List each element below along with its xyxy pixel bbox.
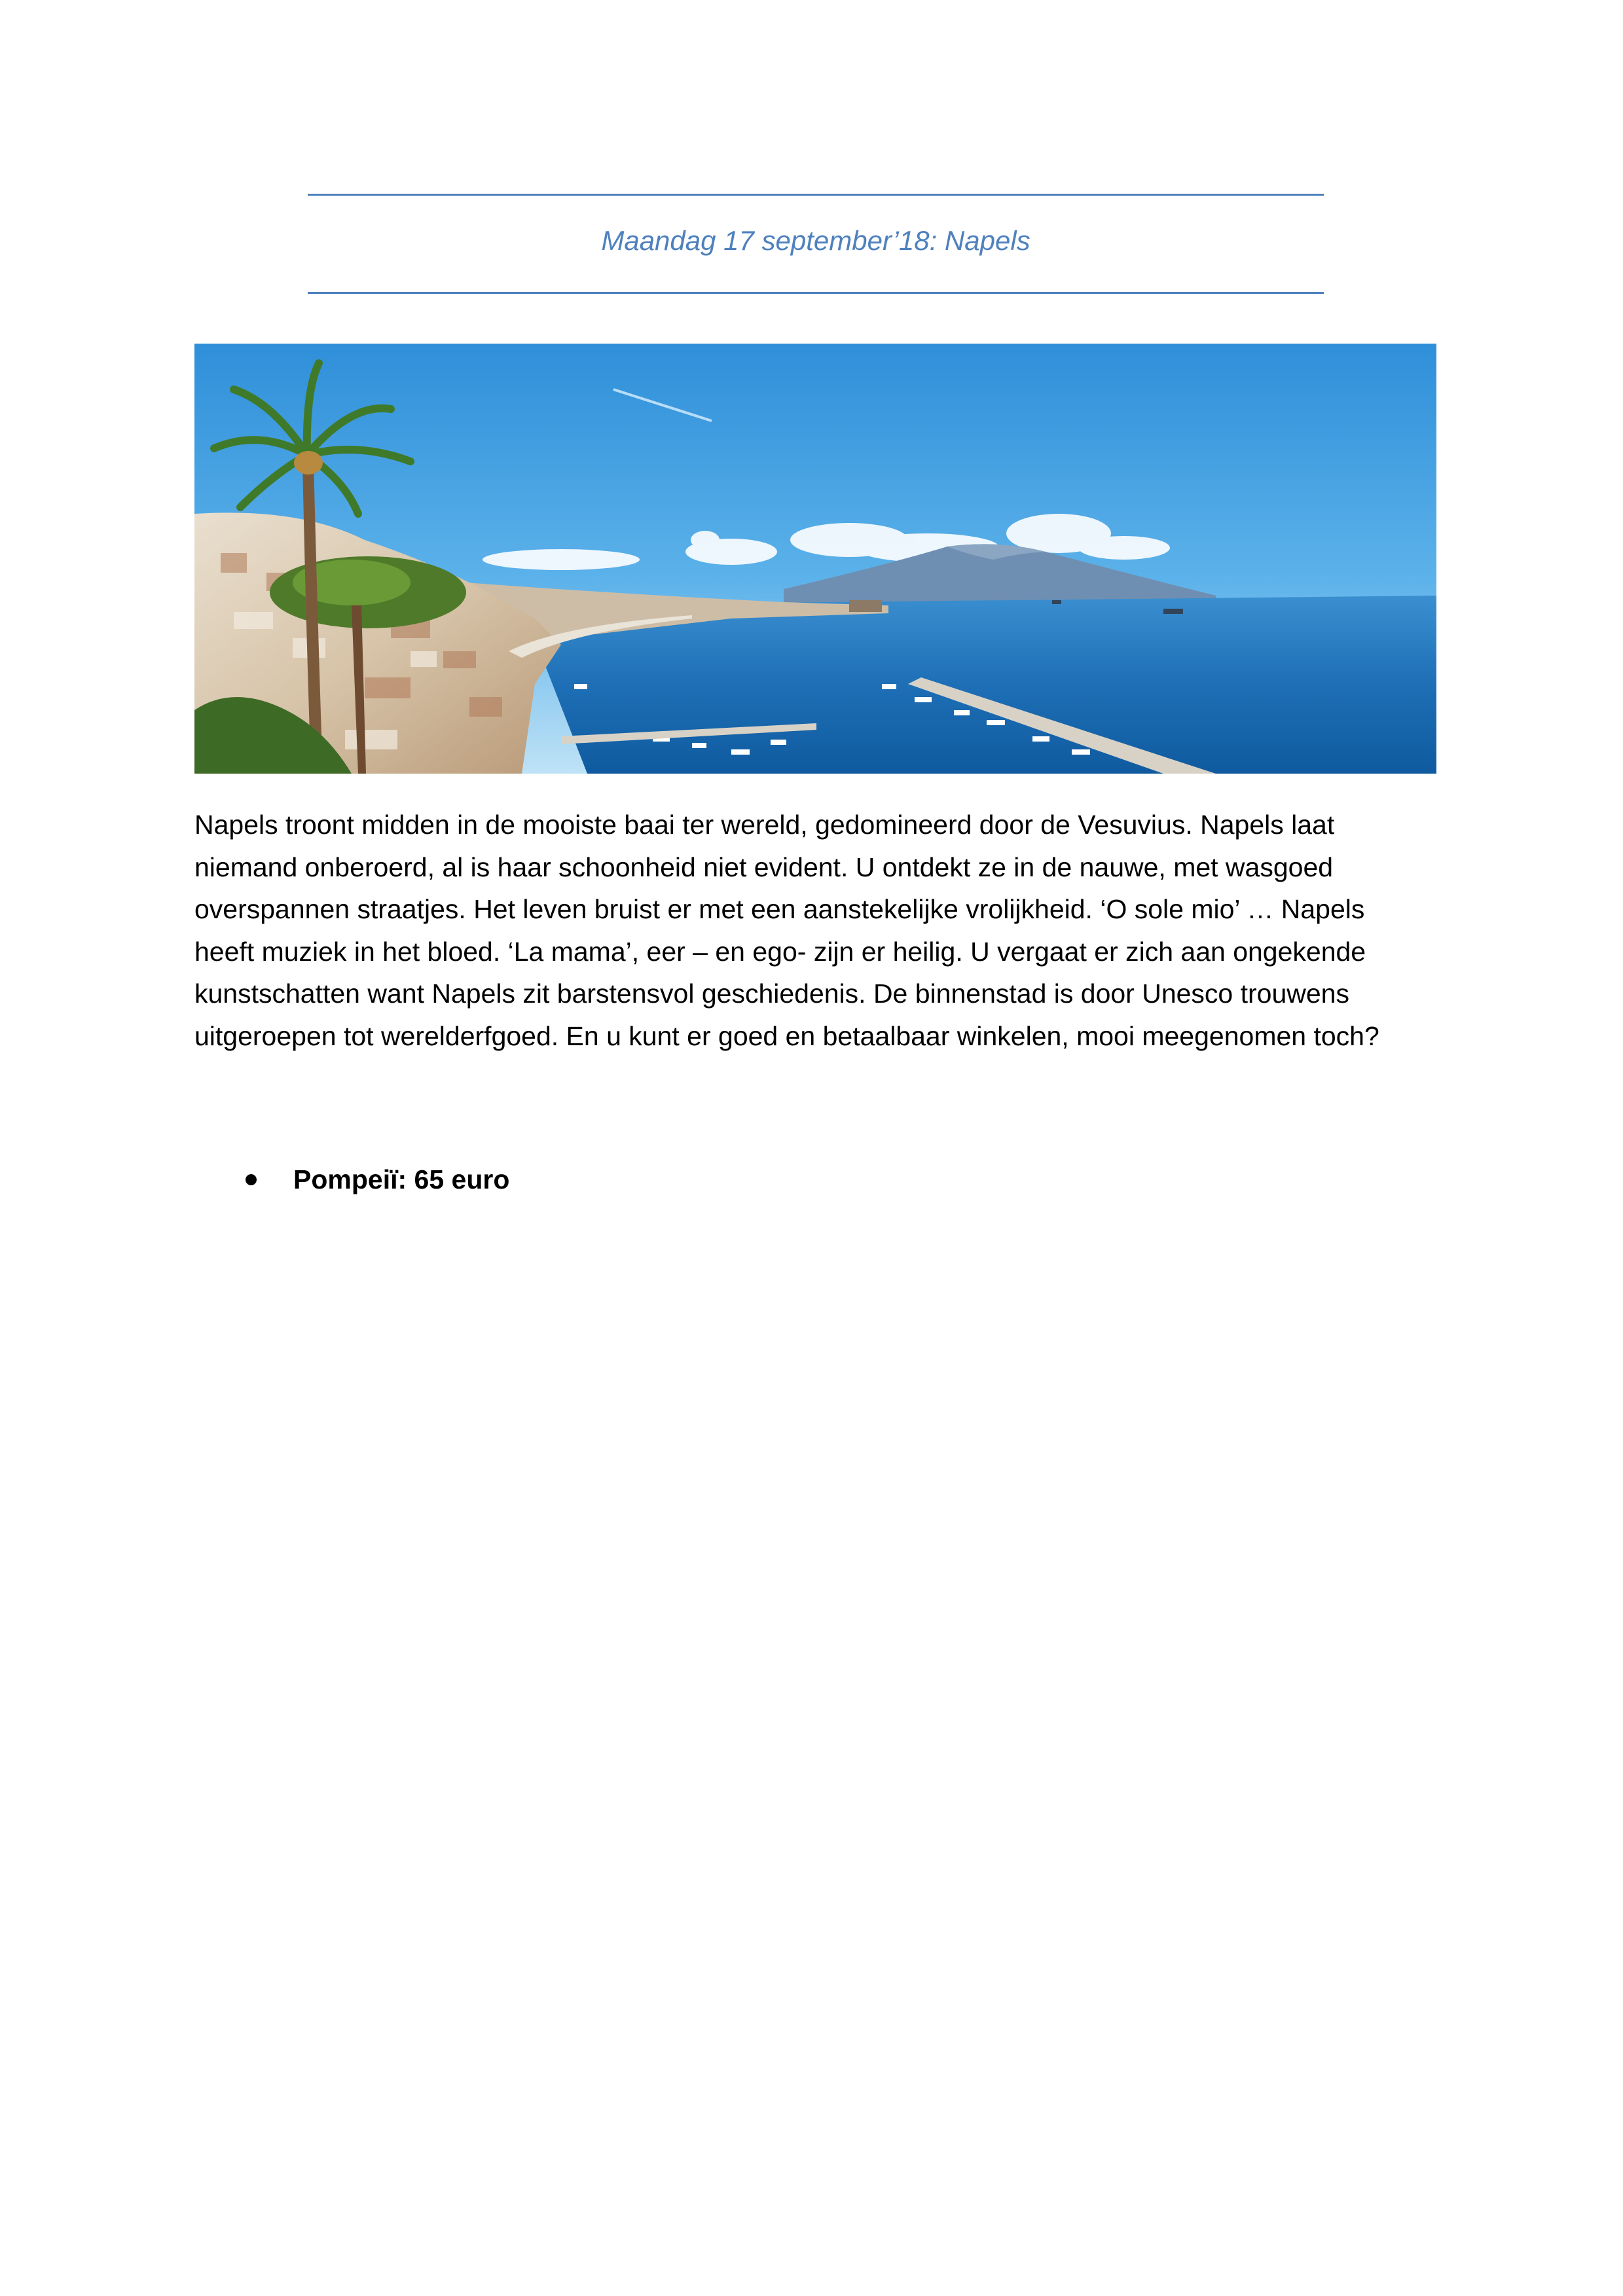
excursion-item-pompeii [246,1158,509,1200]
bullet-icon [246,1174,257,1185]
naples-panorama-photo [194,344,1436,774]
paragraph-line: niemand onberoerd, al is haar schoonheid niet evident. U ontdekt ze in de nauwe, met wasgoed [194,852,1334,882]
paragraph-line: Napels troont midden in de mooiste baai ter wereld, gedomineerd door de Vesuvius. Napels laat [194,810,1335,840]
heading-top-rule [308,194,1324,196]
paragraph-line: heeft muziek in het bloed. ‘La mama’, eer – en ego- zijn er heilig. U vergaat er zich aan ongekende [194,936,1366,967]
paragraph-line: overspannen straatjes. Het leven bruist er met een aanstekelijke vrolijkheid. ‘O sole mio’ … Napels [194,894,1365,924]
excursion-label: Pompeiï: 65 euro [293,1164,510,1194]
paragraph-line: uitgeroepen tot werelderfgoed. En u kunt er goed en betaalbaar winkelen, mooi meegenomen toch? [194,1020,1379,1051]
page-title: Maandag 17 september’18: Napels [601,225,1030,256]
intro-paragraph [194,804,1438,1057]
excursion-list [246,1158,509,1200]
heading-bottom-rule [308,292,1324,294]
paragraph-line: kunstschatten want Napels zit barstensvol geschiedenis. De binnenstad is door Unesco trouwens [194,978,1349,1009]
